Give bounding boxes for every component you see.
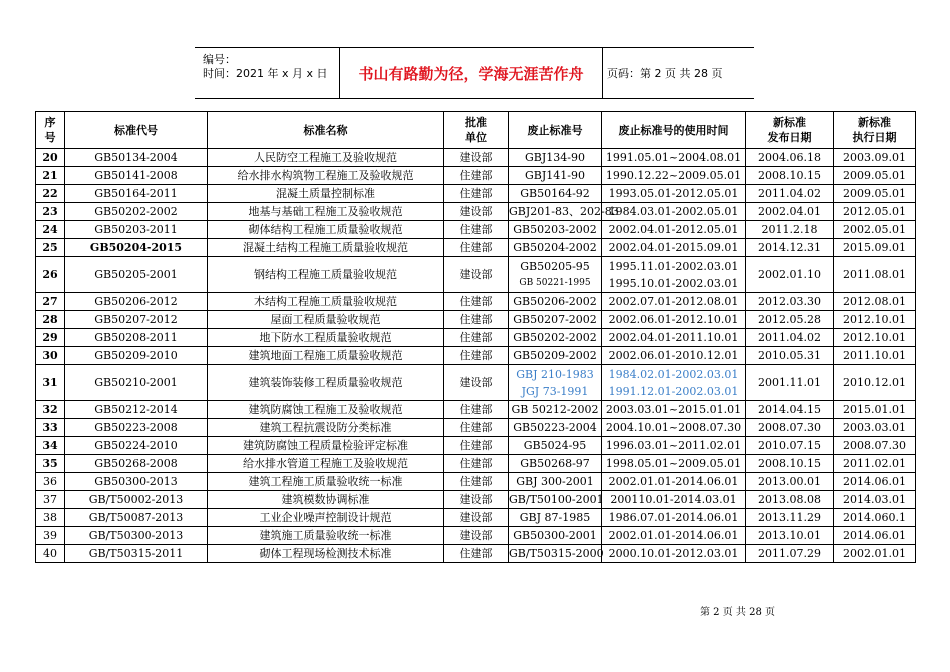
- old-standard-code-line: GB50209-2002: [513, 349, 597, 362]
- standard-name: 给水排水构筑物工程施工及验收规范: [208, 167, 444, 185]
- column-header: [65, 112, 208, 149]
- old-standard-code: [509, 455, 602, 473]
- table-row: [36, 491, 916, 509]
- old-standard-code-line: GBJ134-90: [525, 151, 585, 164]
- old-standard-period-line: 2002.06.01-2012.10.01: [608, 313, 739, 326]
- publish-date: 2013.10.01: [746, 527, 834, 545]
- old-standard-period-line: 1991.05.01~2004.08.01: [605, 151, 742, 164]
- table-row: [36, 437, 916, 455]
- table-row: [36, 203, 916, 221]
- table-row: [36, 365, 916, 401]
- execution-date: 2014.06.01: [834, 527, 916, 545]
- old-standard-code: [509, 437, 602, 455]
- old-standard-code: [509, 509, 602, 527]
- row-number: 33: [36, 419, 65, 437]
- execution-date: 2002.01.01: [834, 545, 916, 563]
- standard-code: GB50212-2014: [65, 401, 208, 419]
- approval-unit: 住建部: [444, 329, 509, 347]
- publish-date: 2002.01.10: [746, 257, 834, 293]
- row-number: 29: [36, 329, 65, 347]
- table-row: [36, 185, 916, 203]
- standard-code: GB50164-2011: [65, 185, 208, 203]
- execution-date: 2012.10.01: [834, 311, 916, 329]
- old-standard-period-line: 2003.03.01~2015.01.01: [605, 403, 742, 416]
- standard-code: GB50204-2015: [65, 239, 208, 257]
- publish-date: 2011.04.02: [746, 329, 834, 347]
- execution-date: 2009.05.01: [834, 185, 916, 203]
- standard-code: GB50141-2008: [65, 167, 208, 185]
- standard-name: 混凝土结构工程施工质量验收规范: [208, 239, 444, 257]
- old-standard-code-line: GB 50221-1995: [519, 277, 591, 288]
- approval-unit: 住建部: [444, 545, 509, 563]
- column-header-text: 序: [44, 116, 56, 129]
- row-number: 23: [36, 203, 65, 221]
- execution-date: 2010.12.01: [834, 365, 916, 401]
- table-header-row: [36, 112, 916, 149]
- execution-date: 2014.060.1: [834, 509, 916, 527]
- old-standard-period: [602, 239, 746, 257]
- standard-code: GB50210-2001: [65, 365, 208, 401]
- approval-unit: 住建部: [444, 419, 509, 437]
- slogan: 书山有路勤为径，学海无涯苦作舟: [340, 48, 603, 98]
- column-header: [746, 112, 834, 149]
- standard-name: 建筑施工质量验收统一标准: [208, 527, 444, 545]
- approval-unit: 住建部: [444, 455, 509, 473]
- old-standard-period-line: 1996.03.01~2011.02.01: [605, 439, 742, 452]
- approval-unit: 住建部: [444, 221, 509, 239]
- approval-unit: 住建部: [444, 293, 509, 311]
- column-header: [602, 112, 746, 149]
- publish-date: 2008.07.30: [746, 419, 834, 437]
- old-standard-period: [602, 365, 746, 401]
- standard-name: 钢结构工程施工质量验收规范: [208, 257, 444, 293]
- standard-name: 地下防水工程质量验收规范: [208, 329, 444, 347]
- table-row: [36, 473, 916, 491]
- old-standard-period: [602, 185, 746, 203]
- table-row: [36, 239, 916, 257]
- execution-date: 2003.09.01: [834, 149, 916, 167]
- standard-code: GB50300-2013: [65, 473, 208, 491]
- old-standard-code: [509, 329, 602, 347]
- execution-date: 2011.10.01: [834, 347, 916, 365]
- execution-date: 2014.03.01: [834, 491, 916, 509]
- standard-code: GB50206-2012: [65, 293, 208, 311]
- old-standard-code-line: GB50205-95: [520, 259, 590, 273]
- old-standard-code-line: GB 50212-2002: [511, 403, 599, 416]
- old-standard-period-line: 1990.12.22~2009.05.01: [605, 169, 742, 182]
- standard-name: 建筑防腐蚀工程质量检验评定标准: [208, 437, 444, 455]
- standard-name: 屋面工程质量验收规范: [208, 311, 444, 329]
- table-row: [36, 257, 916, 293]
- standard-name: 建筑模数协调标准: [208, 491, 444, 509]
- execution-date: 2008.07.30: [834, 437, 916, 455]
- table-row: [36, 311, 916, 329]
- standard-name: 地基与基础工程施工及验收规范: [208, 203, 444, 221]
- standard-name: 混凝土质量控制标准: [208, 185, 444, 203]
- old-standard-code-line: GB50204-2002: [513, 241, 597, 254]
- old-standard-period: [602, 509, 746, 527]
- old-standard-code: [509, 473, 602, 491]
- approval-unit: 建设部: [444, 149, 509, 167]
- standard-code: GB50205-2001: [65, 257, 208, 293]
- publish-date: 2011.2.18: [746, 221, 834, 239]
- standard-code: GB50209-2010: [65, 347, 208, 365]
- standard-code: GB/T50087-2013: [65, 509, 208, 527]
- old-standard-period: [602, 527, 746, 545]
- row-number: 30: [36, 347, 65, 365]
- standard-name: 木结构工程施工质量验收规范: [208, 293, 444, 311]
- row-number: 21: [36, 167, 65, 185]
- column-header: [834, 112, 916, 149]
- table-row: [36, 401, 916, 419]
- old-standard-code: [509, 347, 602, 365]
- old-standard-period-line: 1991.12.01-2002.03.01: [608, 384, 739, 398]
- publish-date: 2008.10.15: [746, 455, 834, 473]
- old-standard-code: [509, 293, 602, 311]
- column-header: [444, 112, 509, 149]
- row-number: 20: [36, 149, 65, 167]
- old-standard-period: [602, 473, 746, 491]
- publish-date: 2010.07.15: [746, 437, 834, 455]
- old-standard-period: [602, 545, 746, 563]
- approval-unit: 建设部: [444, 509, 509, 527]
- approval-unit: 建设部: [444, 203, 509, 221]
- publish-date: 2001.11.01: [746, 365, 834, 401]
- column-header-text: 单位: [465, 131, 487, 144]
- old-standard-code: [509, 311, 602, 329]
- publish-date: 2011.07.29: [746, 545, 834, 563]
- publish-date: 2014.12.31: [746, 239, 834, 257]
- old-standard-period-line: 1986.07.01-2014.06.01: [608, 511, 739, 524]
- old-standard-code: [509, 239, 602, 257]
- row-number: 27: [36, 293, 65, 311]
- old-standard-period-line: 2002.04.01-2012.05.01: [608, 223, 739, 236]
- standard-name: 砌体工程现场检测技术标准: [208, 545, 444, 563]
- table-row: [36, 347, 916, 365]
- old-standard-code-line: GB50207-2002: [513, 313, 597, 326]
- old-standard-period: [602, 221, 746, 239]
- old-standard-code-line: GB50300-2001: [513, 529, 597, 542]
- approval-unit: 住建部: [444, 239, 509, 257]
- old-standard-period: [602, 419, 746, 437]
- standards-table: [35, 111, 916, 563]
- old-standard-period-line: 1995.11.01-2002.03.01: [608, 259, 739, 273]
- execution-date: 2011.02.01: [834, 455, 916, 473]
- execution-date: 2015.01.01: [834, 401, 916, 419]
- old-standard-code-line: GB5024-95: [523, 439, 587, 452]
- standard-code: GB50203-2011: [65, 221, 208, 239]
- approval-unit: 住建部: [444, 311, 509, 329]
- old-standard-period: [602, 401, 746, 419]
- standard-code: GB50202-2002: [65, 203, 208, 221]
- column-header-text: 新标准: [773, 116, 806, 129]
- approval-unit: 住建部: [444, 185, 509, 203]
- row-number: 26: [36, 257, 65, 293]
- column-header-text: 废止标准号的使用时间: [618, 123, 729, 137]
- standard-name: 砌体结构工程施工质量验收规范: [208, 221, 444, 239]
- table-row: [36, 149, 916, 167]
- column-header: [36, 112, 65, 149]
- old-standard-code: [509, 365, 602, 401]
- old-standard-period: [602, 455, 746, 473]
- old-standard-code: [509, 527, 602, 545]
- standard-name: 建筑防腐蚀工程施工及验收规范: [208, 401, 444, 419]
- table-row: [36, 419, 916, 437]
- standard-code: GB50223-2008: [65, 419, 208, 437]
- standard-name: 建筑工程施工质量验收统一标准: [208, 473, 444, 491]
- old-standard-code-line: GB50164-92: [520, 187, 590, 200]
- execution-date: 2011.08.01: [834, 257, 916, 293]
- standard-code: GB50224-2010: [65, 437, 208, 455]
- old-standard-period: [602, 257, 746, 293]
- standard-code: GB50268-2008: [65, 455, 208, 473]
- old-standard-period-line: 1984.03.01-2002.05.01: [608, 205, 739, 218]
- row-number: 31: [36, 365, 65, 401]
- approval-unit: 住建部: [444, 473, 509, 491]
- old-standard-code-line: GB50223-2004: [513, 421, 597, 434]
- table-row: [36, 455, 916, 473]
- old-standard-period: [602, 167, 746, 185]
- execution-date: 2015.09.01: [834, 239, 916, 257]
- standard-name: 给水排水管道工程施工及验收规范: [208, 455, 444, 473]
- column-header-text: 批准: [465, 116, 487, 129]
- old-standard-period-line: 1984.02.01-2002.03.01: [608, 367, 739, 381]
- column-header: [509, 112, 602, 149]
- execution-date: 2009.05.01: [834, 167, 916, 185]
- row-number: 38: [36, 509, 65, 527]
- row-number: 22: [36, 185, 65, 203]
- old-standard-period-line: 2002.01.01-2014.06.01: [608, 475, 739, 488]
- publish-date: 2014.04.15: [746, 401, 834, 419]
- approval-unit: 建设部: [444, 365, 509, 401]
- old-standard-code: [509, 221, 602, 239]
- old-standard-code: [509, 491, 602, 509]
- old-standard-code-line: GB50206-2002: [513, 295, 597, 308]
- column-header: [208, 112, 444, 149]
- old-standard-code: [509, 257, 602, 293]
- old-standard-period-line: 1993.05.01-2012.05.01: [608, 187, 739, 200]
- execution-date: 2002.05.01: [834, 221, 916, 239]
- old-standard-code: [509, 185, 602, 203]
- execution-date: 2012.08.01: [834, 293, 916, 311]
- execution-date: 2012.10.01: [834, 329, 916, 347]
- old-standard-code-line: GBJ 87-1985: [519, 511, 591, 524]
- old-standard-code-line: GBJ141-90: [525, 169, 585, 182]
- table-row: [36, 167, 916, 185]
- old-standard-period-line: 2002.04.01-2015.09.01: [608, 241, 739, 254]
- approval-unit: 住建部: [444, 437, 509, 455]
- table-row: [36, 221, 916, 239]
- standard-name: 建筑地面工程施工质量验收规范: [208, 347, 444, 365]
- number-label: 编号：: [203, 53, 236, 66]
- column-header-text: 新标准: [858, 116, 891, 129]
- old-standard-code-line: GBJ 210-1983: [516, 367, 594, 381]
- old-standard-code: [509, 149, 602, 167]
- old-standard-code-line: GBJ 300-2001: [516, 475, 594, 488]
- old-standard-code: [509, 401, 602, 419]
- publish-date: 2013.00.01: [746, 473, 834, 491]
- old-standard-code: [509, 203, 619, 221]
- old-standard-period-line: 2004.10.01~2008.07.30: [605, 421, 742, 434]
- row-number: 35: [36, 455, 65, 473]
- publish-date: 2013.08.08: [746, 491, 834, 509]
- approval-unit: 住建部: [444, 167, 509, 185]
- old-standard-period-line: 2002.07.01-2012.08.01: [608, 295, 739, 308]
- table-row: [36, 293, 916, 311]
- old-standard-code-line: JGJ 73-1991: [521, 384, 589, 398]
- table-row: [36, 545, 916, 563]
- approval-unit: 建设部: [444, 257, 509, 293]
- old-standard-period: [602, 149, 746, 167]
- standard-name: 工业企业噪声控制设计规范: [208, 509, 444, 527]
- row-number: 24: [36, 221, 65, 239]
- publish-date: 2002.04.01: [746, 203, 834, 221]
- standard-code: GB/T50002-2013: [65, 491, 208, 509]
- old-standard-period: [602, 203, 746, 221]
- old-standard-period: [602, 347, 746, 365]
- row-number: 28: [36, 311, 65, 329]
- approval-unit: 建设部: [444, 527, 509, 545]
- header-meta: [195, 48, 340, 98]
- publish-date: 2011.04.02: [746, 185, 834, 203]
- column-header-text: 标准代号: [114, 123, 158, 137]
- column-header-text: 标准名称: [303, 123, 348, 137]
- row-number: 37: [36, 491, 65, 509]
- standard-name: 人民防空工程施工及验收规范: [208, 149, 444, 167]
- old-standard-code-line: GB/T50100-2001: [509, 493, 604, 506]
- column-header-text: 号: [44, 131, 56, 144]
- old-standard-period-line: 200110.01-2014.03.01: [610, 493, 737, 506]
- old-standard-period-line: 1995.10.01-2002.03.01: [608, 276, 739, 290]
- old-standard-code-line: GB/T50315-2000: [509, 547, 604, 560]
- standard-code: GB/T50315-2011: [65, 545, 208, 563]
- old-standard-period-line: 2002.06.01-2010.12.01: [608, 349, 739, 362]
- table-row: [36, 509, 916, 527]
- publish-date: 2013.11.29: [746, 509, 834, 527]
- table-body: [36, 149, 916, 563]
- old-standard-period: [602, 491, 746, 509]
- publish-date: 2004.06.18: [746, 149, 834, 167]
- column-header-text: 发布日期: [767, 131, 812, 144]
- page-label: 页码：第 2 页 共 28 页: [607, 67, 723, 80]
- column-header-text: 执行日期: [852, 131, 897, 144]
- execution-date: 2003.03.01: [834, 419, 916, 437]
- row-number: 40: [36, 545, 65, 563]
- old-standard-code-line: GB50202-2002: [513, 331, 597, 344]
- standard-code: GB50208-2011: [65, 329, 208, 347]
- standard-name: 建筑工程抗震设防分类标准: [208, 419, 444, 437]
- row-number: 36: [36, 473, 65, 491]
- standard-code: GB/T50300-2013: [65, 527, 208, 545]
- publish-date: 2012.03.30: [746, 293, 834, 311]
- column-header-text: 废止标准号: [527, 123, 583, 137]
- publish-date: 2012.05.28: [746, 311, 834, 329]
- old-standard-period: [602, 437, 746, 455]
- row-number: 25: [36, 239, 65, 257]
- table-row: [36, 527, 916, 545]
- publish-date: 2010.05.31: [746, 347, 834, 365]
- publish-date: 2008.10.15: [746, 167, 834, 185]
- old-standard-period-line: 2002.04.01-2011.10.01: [608, 331, 739, 344]
- old-standard-period-line: 2002.01.01-2014.06.01: [608, 529, 739, 542]
- old-standard-code-line: GB50268-97: [520, 457, 590, 470]
- row-number: 32: [36, 401, 65, 419]
- table-row: [36, 329, 916, 347]
- old-standard-code: [509, 167, 602, 185]
- standard-name: 建筑装饰装修工程质量验收规范: [208, 365, 444, 401]
- old-standard-code-line: GB50203-2002: [513, 223, 597, 236]
- execution-date: 2014.06.01: [834, 473, 916, 491]
- document-header: [195, 47, 754, 99]
- page-footer: 第 2 页 共 28 页: [700, 607, 775, 618]
- old-standard-period: [602, 293, 746, 311]
- old-standard-period: [602, 311, 746, 329]
- approval-unit: 建设部: [444, 491, 509, 509]
- row-number: 39: [36, 527, 65, 545]
- standard-code: GB50207-2012: [65, 311, 208, 329]
- execution-date: 2012.05.01: [834, 203, 916, 221]
- row-number: 34: [36, 437, 65, 455]
- old-standard-period-line: 2000.10.01-2012.03.01: [608, 547, 739, 560]
- old-standard-code-line: GBJ201-83、202-83: [509, 205, 619, 218]
- time-label: 时间：2021 年 x 月 x 日: [203, 67, 328, 80]
- old-standard-code: [509, 419, 602, 437]
- approval-unit: 住建部: [444, 401, 509, 419]
- old-standard-code: [509, 545, 602, 563]
- approval-unit: 住建部: [444, 347, 509, 365]
- standard-code: GB50134-2004: [65, 149, 208, 167]
- old-standard-period: [602, 329, 746, 347]
- old-standard-period-line: 1998.05.01~2009.05.01: [605, 457, 742, 470]
